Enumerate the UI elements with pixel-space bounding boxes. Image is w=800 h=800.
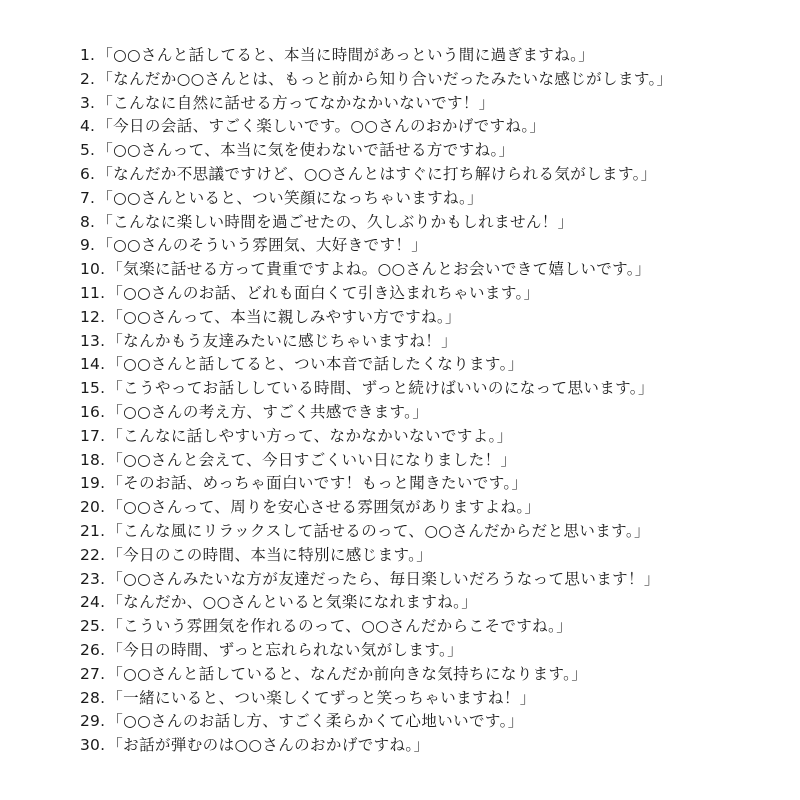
item-number: 20.	[80, 498, 106, 517]
list-item	[80, 187, 780, 211]
item-number: 6.	[80, 164, 96, 183]
list-item	[80, 615, 780, 639]
list-item	[80, 425, 780, 449]
item-number: 30.	[80, 736, 106, 755]
item-number: 26.	[80, 640, 106, 659]
item-number: 24.	[80, 593, 106, 612]
item-number: 8.	[80, 212, 96, 231]
item-number: 12.	[80, 307, 106, 326]
list-item	[80, 211, 780, 235]
item-number: 22.	[80, 545, 106, 564]
phrase-text: 「○○さんと会えて、今日すごくいい日になりました！」	[107, 450, 517, 469]
list-item	[80, 282, 780, 306]
item-number: 23.	[80, 569, 106, 588]
phrase-text: 「○○さんって、周りを安心させる雰囲気がありますよね。」	[107, 498, 541, 517]
phrase-text: 「こんなに楽しい時間を過ごせたの、久しぶりかもしれません！」	[97, 212, 574, 231]
phrase-text: 「今日の時間、ずっと忘れられない気がします。」	[107, 640, 464, 659]
phrase-text: 「○○さんと話していると、なんだか前向きな気持ちになります。」	[107, 664, 588, 683]
list-item	[80, 687, 780, 711]
list-item	[80, 568, 780, 592]
item-number: 5.	[80, 141, 96, 160]
phrase-text: 「○○さんの考え方、すごく共感できます。」	[107, 402, 429, 421]
list-item	[80, 591, 780, 615]
list-item	[80, 472, 780, 496]
list-item	[80, 496, 780, 520]
list-item	[80, 92, 780, 116]
phrase-text: 「○○さんみたいな方が友達だったら、毎日楽しいだろうなって思います！」	[107, 569, 660, 588]
item-number: 2.	[80, 69, 96, 88]
item-number: 27.	[80, 664, 106, 683]
phrase-text: 「なんかもう友達みたいに感じちゃいますね！」	[107, 331, 458, 350]
phrase-text: 「今日の会話、すごく楽しいです。○○さんのおかげですね。」	[97, 117, 546, 136]
phrase-text: 「なんだか不思議ですけど、○○さんとはすぐに打ち解けられる気がします。」	[97, 164, 657, 183]
phrase-text: 「○○さんと話してると、つい本音で話したくなります。」	[107, 355, 524, 374]
list-item	[80, 544, 780, 568]
item-number: 1.	[80, 46, 96, 64]
list-item	[80, 401, 780, 425]
item-number: 4.	[80, 117, 96, 136]
item-number: 28.	[80, 688, 106, 707]
list-item	[80, 663, 780, 687]
phrase-text: 「○○さんと話してると、本当に時間があっという間に過ぎますね。」	[97, 46, 595, 64]
phrase-text: 「お話が弾むのは○○さんのおかげですね。」	[107, 736, 430, 755]
item-number: 19.	[80, 474, 106, 493]
phrase-text: 「○○さんといると、つい笑顔になっちゃいますね。」	[97, 188, 484, 207]
list-item	[80, 639, 780, 663]
list-item	[80, 377, 780, 401]
item-number: 21.	[80, 521, 106, 540]
list-item	[80, 68, 780, 92]
phrase-text: 「こんなに話しやすい方って、なかなかいないですよ。」	[107, 426, 513, 445]
phrase-text: 「こういう雰囲気を作れるのって、○○さんだからこそですね。」	[107, 617, 573, 636]
item-number: 17.	[80, 426, 106, 445]
item-number: 10.	[80, 260, 106, 279]
item-number: 15.	[80, 379, 106, 398]
phrase-text: 「気楽に話せる方って貴重ですよね。○○さんとお会いできて嬉しいです。」	[107, 260, 651, 279]
list-item	[80, 330, 780, 354]
phrase-text: 「○○さんのお話し方、すごく柔らかくて心地いいです。」	[107, 712, 524, 731]
phrase-text: 「今日のこの時間、本当に特別に感じます。」	[107, 545, 433, 564]
item-number: 11.	[80, 283, 106, 302]
phrase-text: 「一緒にいると、つい楽しくてずっと笑っちゃいますね！」	[107, 688, 536, 707]
item-number: 13.	[80, 331, 106, 350]
phrase-text: 「そのお話、めっちゃ面白いです！もっと聞きたいです。」	[107, 474, 528, 493]
item-number: 3.	[80, 93, 96, 112]
list-item	[80, 234, 780, 258]
list-item	[80, 306, 780, 330]
item-number: 14.	[80, 355, 106, 374]
list-item	[80, 710, 780, 734]
list-item	[80, 163, 780, 187]
item-number: 25.	[80, 617, 106, 636]
phrase-text: 「○○さんって、本当に気を使わないで話せる方ですね。」	[97, 141, 515, 160]
item-number: 18.	[80, 450, 106, 469]
phrase-list	[80, 44, 780, 758]
phrase-text: 「こうやってお話ししている時間、ずっと続けばいいのになって思います。」	[107, 379, 654, 398]
item-number: 29.	[80, 712, 106, 731]
list-item	[80, 44, 780, 68]
list-item	[80, 520, 780, 544]
item-number: 9.	[80, 236, 96, 255]
phrase-text: 「なんだか○○さんとは、もっと前から知り合いだったみたいな感じがします。」	[97, 69, 673, 88]
phrase-text: 「こんなに自然に話せる方ってなかなかいないです！」	[97, 93, 495, 112]
list-item	[80, 115, 780, 139]
phrase-text: 「こんな風にリラックスして話せるのって、○○さんだからだと思います。」	[107, 521, 650, 540]
list-item	[80, 258, 780, 282]
phrase-text: 「なんだか、○○さんといると気楽になれますね。」	[107, 593, 478, 612]
list-item	[80, 353, 780, 377]
phrase-text: 「○○さんのそういう雰囲気、大好きです！」	[97, 236, 428, 255]
item-number: 16.	[80, 402, 106, 421]
phrase-text: 「○○さんのお話、どれも面白くて引き込まれちゃいます。」	[107, 283, 540, 302]
phrase-text: 「○○さんって、本当に親しみやすい方ですね。」	[107, 307, 461, 326]
item-number: 7.	[80, 188, 96, 207]
list-item	[80, 139, 780, 163]
list-item	[80, 449, 780, 473]
list-item	[80, 734, 780, 758]
